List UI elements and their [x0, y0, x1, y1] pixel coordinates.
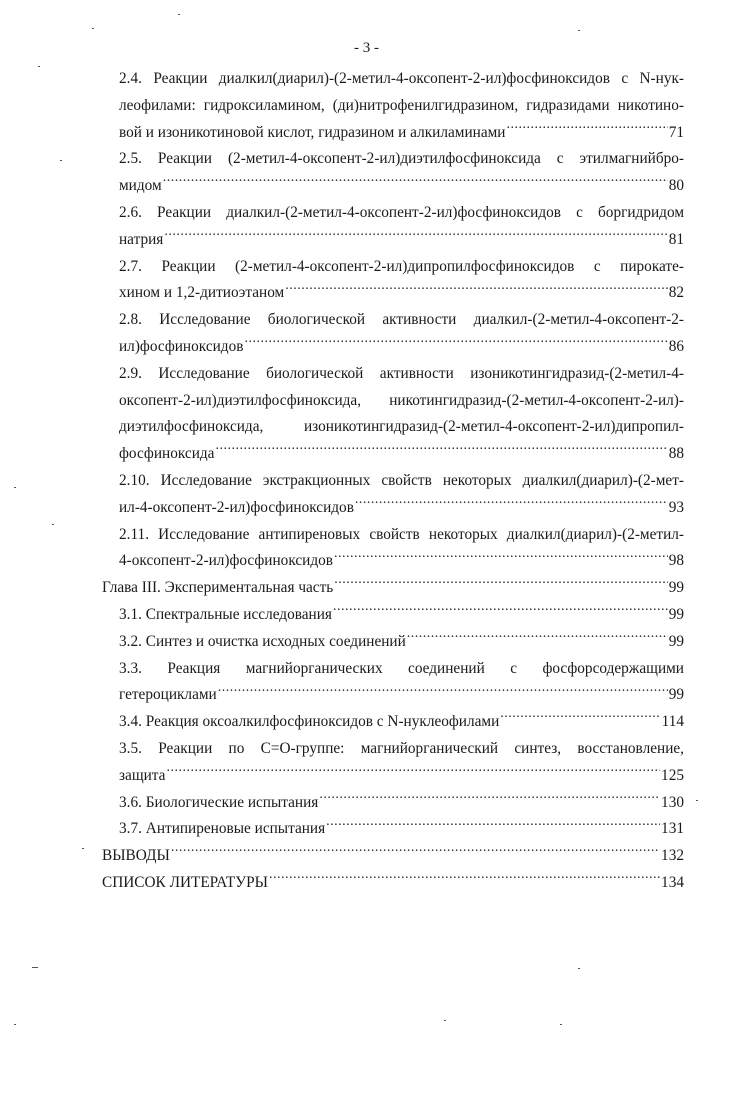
dot-leader: [166, 764, 660, 779]
toc-entry: [102, 602, 684, 629]
toc-entry-title: гетероциклами: [119, 686, 217, 704]
toc-entry: [102, 816, 684, 843]
table-of-contents: [102, 66, 684, 897]
toc-entry-title: защита: [119, 766, 166, 784]
toc-page-number: 80: [668, 177, 684, 195]
toc-page-number: 99: [668, 686, 684, 704]
toc-entry-line: 2.6. Реакции диалкил-(2-метил-4-оксопент-2-ил)фосфиноксидов с боргидридом: [119, 203, 684, 221]
dot-leader: [326, 818, 660, 833]
dot-leader: [355, 496, 668, 511]
toc-entry-title: ил-4-оксопент-2-ил)фосфиноксидов: [119, 498, 354, 516]
toc-entry: [102, 736, 684, 790]
toc-entry-title: вой и изоникотиновой кислот, гидразином и алкиламинами: [119, 123, 506, 141]
toc-entry: [102, 254, 684, 308]
toc-entry-last-line: [119, 280, 684, 307]
dot-leader: [269, 872, 660, 887]
toc-entry-title: 4-оксопент-2-ил)фосфиноксидов: [119, 552, 334, 570]
toc-entry-title: 3.2. Синтез и очистка исходных соединений: [119, 632, 406, 650]
toc-entry-title: Глава III. Экспериментальная часть: [102, 579, 334, 597]
toc-page-number: 81: [668, 230, 684, 248]
toc-entry: [102, 870, 684, 897]
toc-page-number: 99: [668, 605, 684, 623]
toc-entry-line: оксопент-2-ил)диэтилфосфиноксида, никотингидразид-(2-метил-4-оксопент-2-ил)-: [119, 391, 684, 409]
toc-entry-line: 2.5. Реакции (2-метил-4-оксопент-2-ил)диэтилфосфиноксида с этилмагнийбро-: [119, 150, 684, 168]
toc-entry-line: 2.9. Исследование биологической активности изоникотингидразид-(2-метил-4-: [119, 364, 684, 382]
toc-entry-last-line: [119, 441, 684, 468]
toc-entry-line: 3.3. Реакция магнийорганических соединений с фосфорсодержащими: [119, 659, 684, 677]
toc-page-number: 125: [661, 766, 684, 784]
toc-entry-title: ил)фосфиноксидов: [119, 337, 244, 355]
toc-entry-title: мидом: [119, 177, 162, 195]
toc-entry: [102, 790, 684, 817]
toc-entry-title: 3.6. Биологические испытания: [119, 793, 319, 811]
toc-entry-line: диэтилфосфиноксида, изоникотингидразид-(2-метил-4-оксопент-2-ил)дипропил-: [119, 418, 684, 436]
toc-entry-line: леофилами: гидроксиламином, (ди)нитрофенилгидразином, гидразидами никотино-: [119, 96, 684, 114]
toc-entry-line: 2.11. Исследование антипиреновых свойств некоторых диалкил(диарил)-(2-метил-: [119, 525, 684, 543]
toc-entry-line: 2.10. Исследование экстракционных свойств некоторых диалкил(диарил)-(2-мет-: [119, 471, 684, 489]
dot-leader: [506, 121, 667, 136]
toc-entry: [102, 468, 684, 522]
toc-page-number: 114: [661, 713, 684, 731]
toc-entry: [102, 709, 684, 736]
toc-entry-line: 3.5. Реакции по С=О-группе: магнийорганический синтез, восстановление,: [119, 739, 684, 757]
toc-page-number: 88: [668, 445, 684, 463]
toc-entry: [102, 200, 684, 254]
toc-entry-last-line: [119, 629, 684, 656]
toc-entry-last-line: [102, 843, 684, 870]
toc-entry-title: СПИСОК ЛИТЕРАТУРЫ: [102, 873, 268, 891]
toc-page-number: 98: [668, 552, 684, 570]
toc-page-number: 130: [661, 793, 684, 811]
toc-page-number: 86: [668, 337, 684, 355]
toc-entry-last-line: [119, 227, 684, 254]
dot-leader: [244, 336, 667, 351]
toc-entry: [102, 522, 684, 576]
toc-entry-last-line: [102, 575, 684, 602]
toc-entry-last-line: [102, 870, 684, 897]
dot-leader: [285, 282, 667, 297]
dot-leader: [500, 711, 660, 726]
dot-leader: [215, 443, 667, 458]
dot-leader: [319, 791, 660, 806]
page-number: - 3 -: [354, 40, 379, 56]
toc-entry: [102, 361, 684, 468]
toc-entry-last-line: [119, 495, 684, 522]
dot-leader: [171, 845, 660, 860]
toc-entry-last-line: [119, 816, 684, 843]
toc-entry: [102, 307, 684, 361]
toc-entry-title: 3.7. Антипиреновые испытания: [119, 820, 326, 838]
dot-leader: [163, 175, 668, 190]
toc-entry-last-line: [119, 790, 684, 817]
toc-entry-last-line: [119, 334, 684, 361]
toc-entry-title: ВЫВОДЫ: [102, 847, 170, 865]
toc-entry: [102, 146, 684, 200]
toc-entry-title: 3.1. Спектральные исследования: [119, 605, 332, 623]
dot-leader: [333, 604, 668, 619]
toc-entry-title: 3.4. Реакция оксоалкилфосфиноксидов с N-нуклеофилами: [119, 713, 500, 731]
toc-page-number: 131: [661, 820, 684, 838]
toc-entry-title: хином и 1,2-дитиоэтаном: [119, 284, 285, 302]
dot-leader: [164, 228, 667, 243]
toc-page-number: 93: [668, 498, 684, 516]
toc-entry: [102, 66, 684, 146]
toc-page-number: 99: [668, 632, 684, 650]
toc-entry: [102, 629, 684, 656]
toc-page-number: 99: [668, 579, 684, 597]
toc-entry-last-line: [119, 763, 684, 790]
toc-entry-last-line: [119, 120, 684, 147]
toc-page-number: 71: [668, 123, 684, 141]
dot-leader: [407, 630, 668, 645]
toc-entry-line: 2.4. Реакции диалкил(диарил)-(2-метил-4-оксопент-2-ил)фосфиноксидов с N-нук-: [119, 70, 684, 87]
dot-leader: [334, 550, 668, 565]
toc-entry: [102, 575, 684, 602]
toc-page-number: 132: [661, 847, 684, 865]
toc-page-number: 134: [661, 873, 684, 891]
toc-entry-last-line: [119, 548, 684, 575]
toc-entry-title: натрия: [119, 230, 164, 248]
toc-entry-line: 2.7. Реакции (2-метил-4-оксопент-2-ил)дипропилфосфиноксидов с пирокате-: [119, 257, 684, 275]
toc-entry-last-line: [119, 602, 684, 629]
toc-page-number: 82: [668, 284, 684, 302]
toc-entry-last-line: [119, 709, 684, 736]
dot-leader: [218, 684, 668, 699]
toc-entry: [102, 656, 684, 710]
toc-entry: [102, 843, 684, 870]
toc-entry-title: фосфиноксида: [119, 445, 215, 463]
toc-entry-last-line: [119, 682, 684, 709]
toc-entry-last-line: [119, 173, 684, 200]
dot-leader: [334, 577, 667, 592]
toc-entry-line: 2.8. Исследование биологической активности диалкил-(2-метил-4-оксопент-2-: [119, 311, 684, 329]
